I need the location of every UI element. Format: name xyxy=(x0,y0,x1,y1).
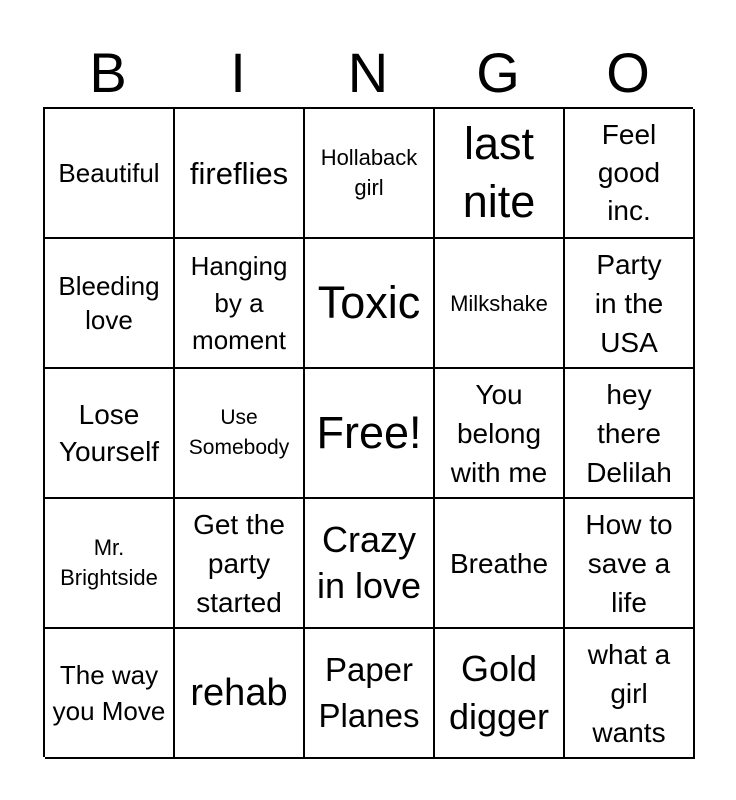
cell-label: Use Somebody xyxy=(188,406,290,459)
bingo-cell[interactable] xyxy=(565,629,695,759)
bingo-cell[interactable] xyxy=(435,109,565,239)
bingo-card-grid xyxy=(43,107,693,757)
bingo-cell[interactable] xyxy=(565,499,695,629)
cell-label: You belong with me xyxy=(450,378,548,488)
bingo-cell[interactable] xyxy=(305,629,435,759)
bingo-cell[interactable] xyxy=(435,499,565,629)
cell-label: Hollaback girl xyxy=(320,145,418,200)
bingo-cell[interactable] xyxy=(305,239,435,369)
cell-label: Get the party started xyxy=(193,508,285,618)
bingo-cell[interactable] xyxy=(435,629,565,759)
cell-label: fireflies xyxy=(189,155,289,191)
cell-label: last nite xyxy=(462,118,536,227)
cell-label: what a girl wants xyxy=(587,638,671,748)
bingo-cell[interactable] xyxy=(45,239,175,369)
bingo-cell[interactable] xyxy=(175,109,305,239)
bingo-cell[interactable] xyxy=(305,109,435,239)
cell-label: Lose Yourself xyxy=(58,399,160,467)
header-letter-n: N xyxy=(347,41,389,104)
cell-label: Paper Planes xyxy=(318,651,420,734)
bingo-cell[interactable] xyxy=(175,369,305,499)
cell-label: Crazy in love xyxy=(316,519,422,606)
bingo-cell[interactable] xyxy=(305,369,435,499)
bingo-cell[interactable] xyxy=(45,629,175,759)
header-letter-g: G xyxy=(476,41,520,104)
header-letter-i: I xyxy=(230,41,246,104)
bingo-cell[interactable] xyxy=(45,109,175,239)
cell-label: rehab xyxy=(190,672,288,714)
cell-label: How to save a life xyxy=(585,508,673,618)
header-letter-b: B xyxy=(89,41,127,104)
bingo-cell[interactable] xyxy=(435,239,565,369)
bingo-cell[interactable] xyxy=(435,369,565,499)
cell-label: Breathe xyxy=(449,547,549,579)
cell-label: hey there Delilah xyxy=(586,378,672,488)
cell-label: The way you Move xyxy=(52,660,166,726)
cell-label: Toxic xyxy=(317,277,421,328)
cell-label: Mr. Brightside xyxy=(60,535,158,590)
bingo-cell[interactable] xyxy=(565,109,695,239)
header-letter-o: O xyxy=(606,41,650,104)
bingo-header xyxy=(43,38,693,108)
cell-label: Bleeding love xyxy=(58,271,160,335)
cell-label: Beautiful xyxy=(58,158,160,188)
cell-label: Milkshake xyxy=(450,290,548,316)
cell-label: Free! xyxy=(316,407,422,458)
cell-label: Party in the USA xyxy=(594,248,664,358)
bingo-cell[interactable] xyxy=(45,369,175,499)
cell-label: Gold digger xyxy=(448,648,550,737)
cell-label: Hanging by a moment xyxy=(190,250,288,355)
bingo-cell[interactable] xyxy=(305,499,435,629)
bingo-cell[interactable] xyxy=(175,239,305,369)
bingo-cell[interactable] xyxy=(175,629,305,759)
bingo-cell[interactable] xyxy=(175,499,305,629)
bingo-cell[interactable] xyxy=(565,239,695,369)
bingo-cell[interactable] xyxy=(565,369,695,499)
bingo-cell[interactable] xyxy=(45,499,175,629)
cell-label: Feel good inc. xyxy=(597,119,661,226)
